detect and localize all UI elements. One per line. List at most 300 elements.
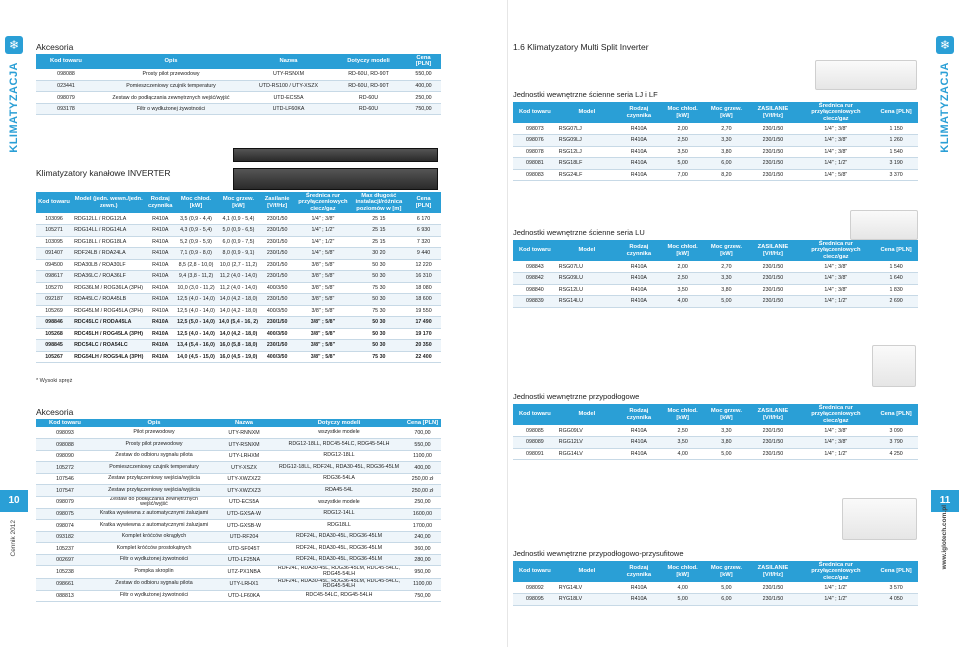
table-cell: 12,5 (4,0 - 14,0) [175,328,217,340]
table-cell: UTD-LF60KA [214,590,274,602]
column-header: ZASILANIE [V/f/Hz] [748,561,797,582]
table-cell: 230/1/50 [260,236,294,248]
table-cell: 25 15 [352,236,406,248]
table-cell: UTD-GXSA-W [214,508,274,520]
table-cell: 5,00 [705,582,749,594]
table-row [36,439,441,451]
table-cell: 230/1/50 [260,259,294,271]
table-cell: RDA45-54L [274,485,404,497]
table-cell: 1/4" ; 1/2" [798,158,875,170]
table-cell: 1 830 [874,284,918,296]
column-header: Cena [PLN] [874,561,918,582]
table-cell: 30 20 [352,248,406,260]
column-header: Moc chłod. [kW] [661,102,705,123]
column-header: Model [557,561,617,582]
table-row [36,80,441,92]
table-cell: 5,2 (0,9 - 5,9) [175,236,217,248]
table-row [513,594,918,606]
table-cell: 17 490 [406,317,441,329]
column-header: Kod towaru [513,240,557,261]
column-header: Rodzaj czynnika [145,192,175,213]
table-cell: Komplet króćców prostokątnych [94,543,214,555]
table-cell: R410A [145,294,175,306]
table-cell: RDG12-18LL, RDF24L, RDA30-45L, RDG36-45LM [274,462,404,474]
table-cell: R410A [145,340,175,352]
table-cell: 230/1/50 [748,448,797,460]
table-cell: UTD-ECS5A [214,496,274,508]
column-header: Rodzaj czynnika [617,561,661,582]
table-cell: Pompka skroplin [94,566,214,578]
table-cell: 230/1/50 [748,273,797,285]
column-header: Moc grzew. [kW] [217,192,260,213]
table-row [36,340,441,352]
table-cell: R410A [617,582,661,594]
table-row [36,520,441,532]
table-cell: 3/8" ; 5/8" [294,328,351,340]
table-cell: 16 310 [406,271,441,283]
table-cell: 1/4" ; 1/2" [798,296,875,308]
floor-ceiling-unit-image [842,498,917,540]
table-cell: R410A [145,213,175,225]
table-cell: 8,5 (2,8 - 10,0) [175,259,217,271]
table-cell: 3/8" ; 5/8" [294,271,351,283]
table-cell: Filtr o wydłużonej żywotności [96,103,246,115]
table-cell: 3,50 [661,284,705,296]
table-cell: 8,0 (0,9 - 9,1) [217,248,260,260]
table-cell: 230/1/50 [260,248,294,260]
table-cell: 400,00 [406,80,441,92]
table-cell: RSG07LU [557,261,617,273]
table-cell: RDG12-18LL [274,450,404,462]
table-cell: R410A [145,317,175,329]
table-cell: 2,50 [661,273,705,285]
table-cell: 105270 [36,282,72,294]
brand-label-left: KLIMATYZACJA [8,62,20,153]
table-cell: 2,70 [705,261,749,273]
table-cell: 092187 [36,294,72,306]
table-cell: 1/4" ; 1/2" [798,594,875,606]
table-cell: 6,0 (0,9 - 7,5) [217,236,260,248]
table-cell: UTY-LRHX1 [214,578,274,590]
table-cell: 25 15 [352,225,406,237]
table-cell: 3/8" ; 5/8" [294,259,351,271]
table-cell: 230/1/50 [748,296,797,308]
column-header: Model [557,240,617,261]
table-cell: 1/4" ; 5/8" [294,248,351,260]
table-cell: 093182 [36,531,94,543]
table-cell: 098081 [513,158,557,170]
table-cell: 400,00 [404,462,441,474]
table-header-row [513,561,918,582]
table-cell: 4,3 (0,9 - 5,4) [175,225,217,237]
column-header: Cena [PLN] [874,404,918,425]
table-cell: 098078 [513,146,557,158]
snowflake-icon: ❄ [5,36,23,54]
table-cell: 3,50 [661,146,705,158]
right-side-bar [931,0,959,647]
table-cell: RDG18LL [274,520,404,532]
table-cell: 3/8" ; 5/8" [294,317,351,329]
table-cell: 2,00 [661,123,705,135]
table-cell: Kratka wywiewna z automatycznymi żaluzjami [94,520,214,532]
table-cell: 1/4" ; 3/8" [798,261,875,273]
table-cell: 6,00 [705,158,749,170]
table-cell: 18 600 [406,294,441,306]
table-cell: R410A [617,146,661,158]
table-cell: 9,4 (3,8 - 11,2) [175,271,217,283]
duct-unit-image-2 [233,168,438,190]
table-row [36,236,441,248]
table-cell: 7,00 [661,169,705,181]
table-row [36,259,441,271]
table-cell: 098840 [513,284,557,296]
table-row [36,305,441,317]
table-cell: RDG54LH / ROG54LA (3PH) [72,351,145,363]
table-cell: 230/1/50 [748,135,797,147]
column-header: Moc chłod. [kW] [175,192,217,213]
table-cell: UTD-LF25NA [214,554,274,566]
table-cell: 280,00 [404,554,441,566]
table-cell: 9 440 [406,248,441,260]
website-label: www.iglotech.com.pl [941,505,948,570]
table-cell: 1 540 [874,146,918,158]
table-cell: 098079 [36,92,96,104]
table-cell: 1100,00 [404,578,441,590]
table-cell: 105269 [36,305,72,317]
table-row [513,146,918,158]
table-cell: Komplet króćców okrągłych [94,531,214,543]
table-cell: RSG12LU [557,284,617,296]
column-header: Średnica rur przyłączeniowych ciecz/gaz [798,240,875,261]
wall-unit-lj-image [815,60,917,90]
table-cell: 11,2 (4,0 - 14,0) [217,271,260,283]
table-cell: R410A [145,236,175,248]
floor-ceiling-table [513,561,918,606]
table-cell: RDC45-54LC, RDG45-54LH [274,590,404,602]
table-cell: RD-60U [331,103,406,115]
table-cell: R410A [145,351,175,363]
table-cell: UTD-ECS5A [246,92,331,104]
table-cell: 3 370 [874,169,918,181]
table-cell: 400/3/50 [260,282,294,294]
table-cell: 094500 [36,259,72,271]
table-cell: 3,30 [705,135,749,147]
table-cell: 75 30 [352,305,406,317]
s2-title: Jednostki wewnętrzne ścienne seria LU [513,228,645,237]
table-cell: 250,00 [404,496,441,508]
table-cell: UTY-LRHXM [214,450,274,462]
table-cell: 19 550 [406,305,441,317]
table-cell: R410A [145,259,175,271]
table-cell: Zestaw do odbioru sygnału pilota [94,578,214,590]
table-cell: 1/4" ; 1/2" [294,236,351,248]
column-header: Opis [96,54,246,69]
table-cell: 12,5 (5,0 - 14,0) [175,317,217,329]
table-row [513,135,918,147]
table-cell: 50 30 [352,259,406,271]
table-cell: Prosty pilot przewodowy [96,69,246,81]
table-cell: RDF24L, RDA30-45L, RDG36-45LM, RDC45-54LC, RDG45-54LH [274,566,404,578]
table-cell: 3,80 [705,284,749,296]
table-cell: R410A [617,448,661,460]
table-cell: R410A [617,123,661,135]
table-cell: 098085 [513,425,557,437]
table-cell: Zestaw przyłączeniowy wejścia/wyjścia [94,473,214,485]
table-cell: 1 150 [874,123,918,135]
column-header: Opis [94,419,214,427]
table-cell: RDG18LL / ROG18LA [72,236,145,248]
table-cell: 19 170 [406,328,441,340]
table-cell: 250,00 zł [404,473,441,485]
table-cell: 098092 [513,582,557,594]
table-row [513,284,918,296]
table-cell: 098843 [513,261,557,273]
column-header: Cena [PLN] [406,192,441,213]
table-row [513,437,918,449]
table-cell: UTD-GXSB-W [214,520,274,532]
table-row [36,590,441,602]
duct-table [36,192,441,363]
table-cell: R410A [145,282,175,294]
column-header: Moc grzew. [kW] [705,561,749,582]
table-cell: 230/1/50 [260,271,294,283]
column-header: Kod towaru [513,102,557,123]
table-cell: UTD-SF045T [214,543,274,555]
table-cell: 105268 [36,328,72,340]
table-cell: 5,00 [705,296,749,308]
column-header: Cena [PLN] [406,54,441,69]
table-cell: 098075 [36,508,94,520]
table-cell: 1/4" ; 3/8" [798,123,875,135]
table-cell: UTY-RSNXM [214,439,274,451]
table-cell: 2,70 [705,123,749,135]
table-row [513,425,918,437]
table-cell: 1 640 [874,273,918,285]
table-cell: R410A [617,296,661,308]
table-cell: 3 090 [874,425,918,437]
table-cell: RD-60U, RD-90T [331,80,406,92]
table-cell: 1/4" ; 3/8" [294,213,351,225]
column-header: Zasilanie [V/f/Hz] [260,192,294,213]
table-cell: 230/1/50 [260,340,294,352]
table-cell: RDG12LL / ROG12LA [72,213,145,225]
table-cell: RGG09LV [557,425,617,437]
column-header: Moc chłod. [kW] [661,404,705,425]
table-cell: 230/1/50 [260,294,294,306]
table-cell: R410A [145,225,175,237]
wall-lu-table [513,240,918,308]
table-row [513,261,918,273]
table-cell: RDF24L, RDA30-45L, RDG36-45LM [274,531,404,543]
table-cell: 098090 [36,450,94,462]
table-cell: 103096 [36,213,72,225]
table-cell: UTY-XWZXZ2 [214,473,274,485]
column-header: Dotyczy modeli [331,54,406,69]
table-cell: Zestaw do odbioru sygnału pilota [94,450,214,462]
table-row [36,450,441,462]
table-cell: 1/4" ; 3/8" [798,146,875,158]
catalog-label: Cennik 2012 [10,520,17,557]
table-cell: RDA30LB / ROA30LF [72,259,145,271]
table-cell: 230/1/50 [748,158,797,170]
accessories-table-2 [36,419,441,602]
table-cell: 950,00 [404,566,441,578]
page-divider [507,0,508,647]
table-cell: 230/1/50 [260,213,294,225]
table-row [36,578,441,590]
table-cell: 400/3/50 [260,328,294,340]
table-cell: 5,00 [705,448,749,460]
table-cell: 1100,00 [404,450,441,462]
table-cell: 10,0 (2,7 - 11,2) [217,259,260,271]
table-cell: 098095 [513,594,557,606]
column-header: Moc chłod. [kW] [661,561,705,582]
table-cell: RDA36LC / ROA36LF [72,271,145,283]
table-cell: 20 350 [406,340,441,352]
table-cell: R410A [617,284,661,296]
table-cell: RD-60U [331,92,406,104]
table-cell: 750,00 [406,103,441,115]
table-cell: 4 050 [874,594,918,606]
table-header-row [36,419,441,427]
floor-table [513,404,918,460]
table-cell: RDF24L, RDA30-45L, RDG36-45LM [274,543,404,555]
table-cell: R410A [617,135,661,147]
table-cell: RSG12LJ [557,146,617,158]
table-row [36,566,441,578]
table-cell: RDC45LC / RODA45LA [72,317,145,329]
table-cell: 6,00 [705,594,749,606]
table-cell: 14,0 (4,2 - 18,0) [217,328,260,340]
column-header: Średnica rur przyłączeniowych ciecz/gaz [798,561,875,582]
table-cell: UTD-RF204 [214,531,274,543]
table-cell: 098088 [36,69,96,81]
table-row [513,158,918,170]
table-cell: R410A [145,271,175,283]
table-cell: 1600,00 [404,508,441,520]
table-cell: 098842 [513,273,557,285]
table-cell: R410A [145,248,175,260]
column-header: Moc grzew. [kW] [705,240,749,261]
table-cell: 3/8" ; 5/8" [294,282,351,294]
table-cell: 8,20 [705,169,749,181]
table-cell: 6 930 [406,225,441,237]
table-cell: 550,00 [404,439,441,451]
column-header: Kod towaru [36,54,96,69]
table-cell: 18 080 [406,282,441,294]
table-cell: RSG18LF [557,158,617,170]
table-cell: 50 30 [352,340,406,352]
table-cell: 75 30 [352,282,406,294]
table-cell: R410A [617,261,661,273]
floor-unit-image [872,345,916,387]
accessories-title-2: Akcesoria [36,407,74,417]
table-cell: Zestaw do podłączania zewnętrznych wejść/wyjść [94,496,214,508]
table-cell: 2,50 [661,425,705,437]
table-row [36,554,441,566]
table-cell: 50 30 [352,271,406,283]
table-cell: 230/1/50 [748,169,797,181]
table-cell: 230/1/50 [748,437,797,449]
table-row [36,427,441,439]
table-cell: 098083 [513,169,557,181]
table-cell: 098089 [513,437,557,449]
table-row [36,248,441,260]
column-header: ZASILANIE [V/f/Hz] [748,404,797,425]
table-cell: 1/4" ; 1/2" [798,448,875,460]
table-cell: RDG45LM / ROG45LA (3PH) [72,305,145,317]
table-cell: 1700,00 [404,520,441,532]
table-cell: Zestaw przyłączeniowy wejścia/wyjścia [94,485,214,497]
table-cell: 1/4" ; 3/8" [798,273,875,285]
accessories-table-1 [36,54,441,115]
table-cell: 4,00 [661,582,705,594]
table-cell: 230/1/50 [748,425,797,437]
table-cell: 6 170 [406,213,441,225]
column-header: Kod towaru [36,419,94,427]
table-cell: RSG07LJ [557,123,617,135]
table-cell: 098661 [36,578,94,590]
table-cell: RYG18LV [557,594,617,606]
table-cell: 103095 [36,236,72,248]
table-cell: UTD-LF60KA [246,103,331,115]
table-cell: 250,00 zł [404,485,441,497]
table-cell: Pomieszczeniowy czujnik temperatury [94,462,214,474]
table-cell: 700,00 [404,427,441,439]
column-header: Max długość instalacji/różnica poziomów w [m] [352,192,406,213]
table-cell: 098079 [36,496,94,508]
table-cell: UTY-XSZX [214,462,274,474]
table-cell: 098617 [36,271,72,283]
table-cell: 16,0 (4,5 - 19,0) [217,351,260,363]
table-cell: 230/1/50 [748,284,797,296]
table-cell: RDF24LB / ROA24LA [72,248,145,260]
table-cell: 230/1/50 [260,225,294,237]
table-cell: R410A [617,158,661,170]
table-row [36,508,441,520]
table-header-row [36,54,441,69]
table-row [36,462,441,474]
table-cell: 098076 [513,135,557,147]
table-row [36,531,441,543]
table-cell: 230/1/50 [748,261,797,273]
table-cell: RSG14LU [557,296,617,308]
table-row [36,282,441,294]
table-row [36,485,441,497]
duct-unit-image-1 [233,148,438,162]
table-cell: R410A [617,594,661,606]
column-header: Nazwa [246,54,331,69]
table-cell: 1 260 [874,135,918,147]
accessories-title-1: Akcesoria [36,42,74,52]
table-cell: R410A [145,305,175,317]
table-cell: UTY-XWZXZ3 [214,485,274,497]
table-cell: 3/8" ; 5/8" [294,305,351,317]
column-header: Rodzaj czynnika [617,240,661,261]
table-header-row [513,102,918,123]
table-cell: 2 690 [874,296,918,308]
table-cell: Prosty pilot przewodowy [94,439,214,451]
column-header: Model [557,404,617,425]
table-cell: UTY-RSNXM [246,69,331,81]
column-header: Średnica rur przyłączeniowych ciecz/gaz [294,192,351,213]
table-cell: 105237 [36,543,94,555]
table-cell: 11,2 (4,0 - 14,0) [217,282,260,294]
table-cell: 105238 [36,566,94,578]
table-cell: 4 250 [874,448,918,460]
table-cell: Kratka wywiewna z automatycznymi żaluzjami [94,508,214,520]
table-cell: RDF24L, RDA30-45L, RDG36-45LM, RDC45-54LC, RDG45-54LH [274,578,404,590]
